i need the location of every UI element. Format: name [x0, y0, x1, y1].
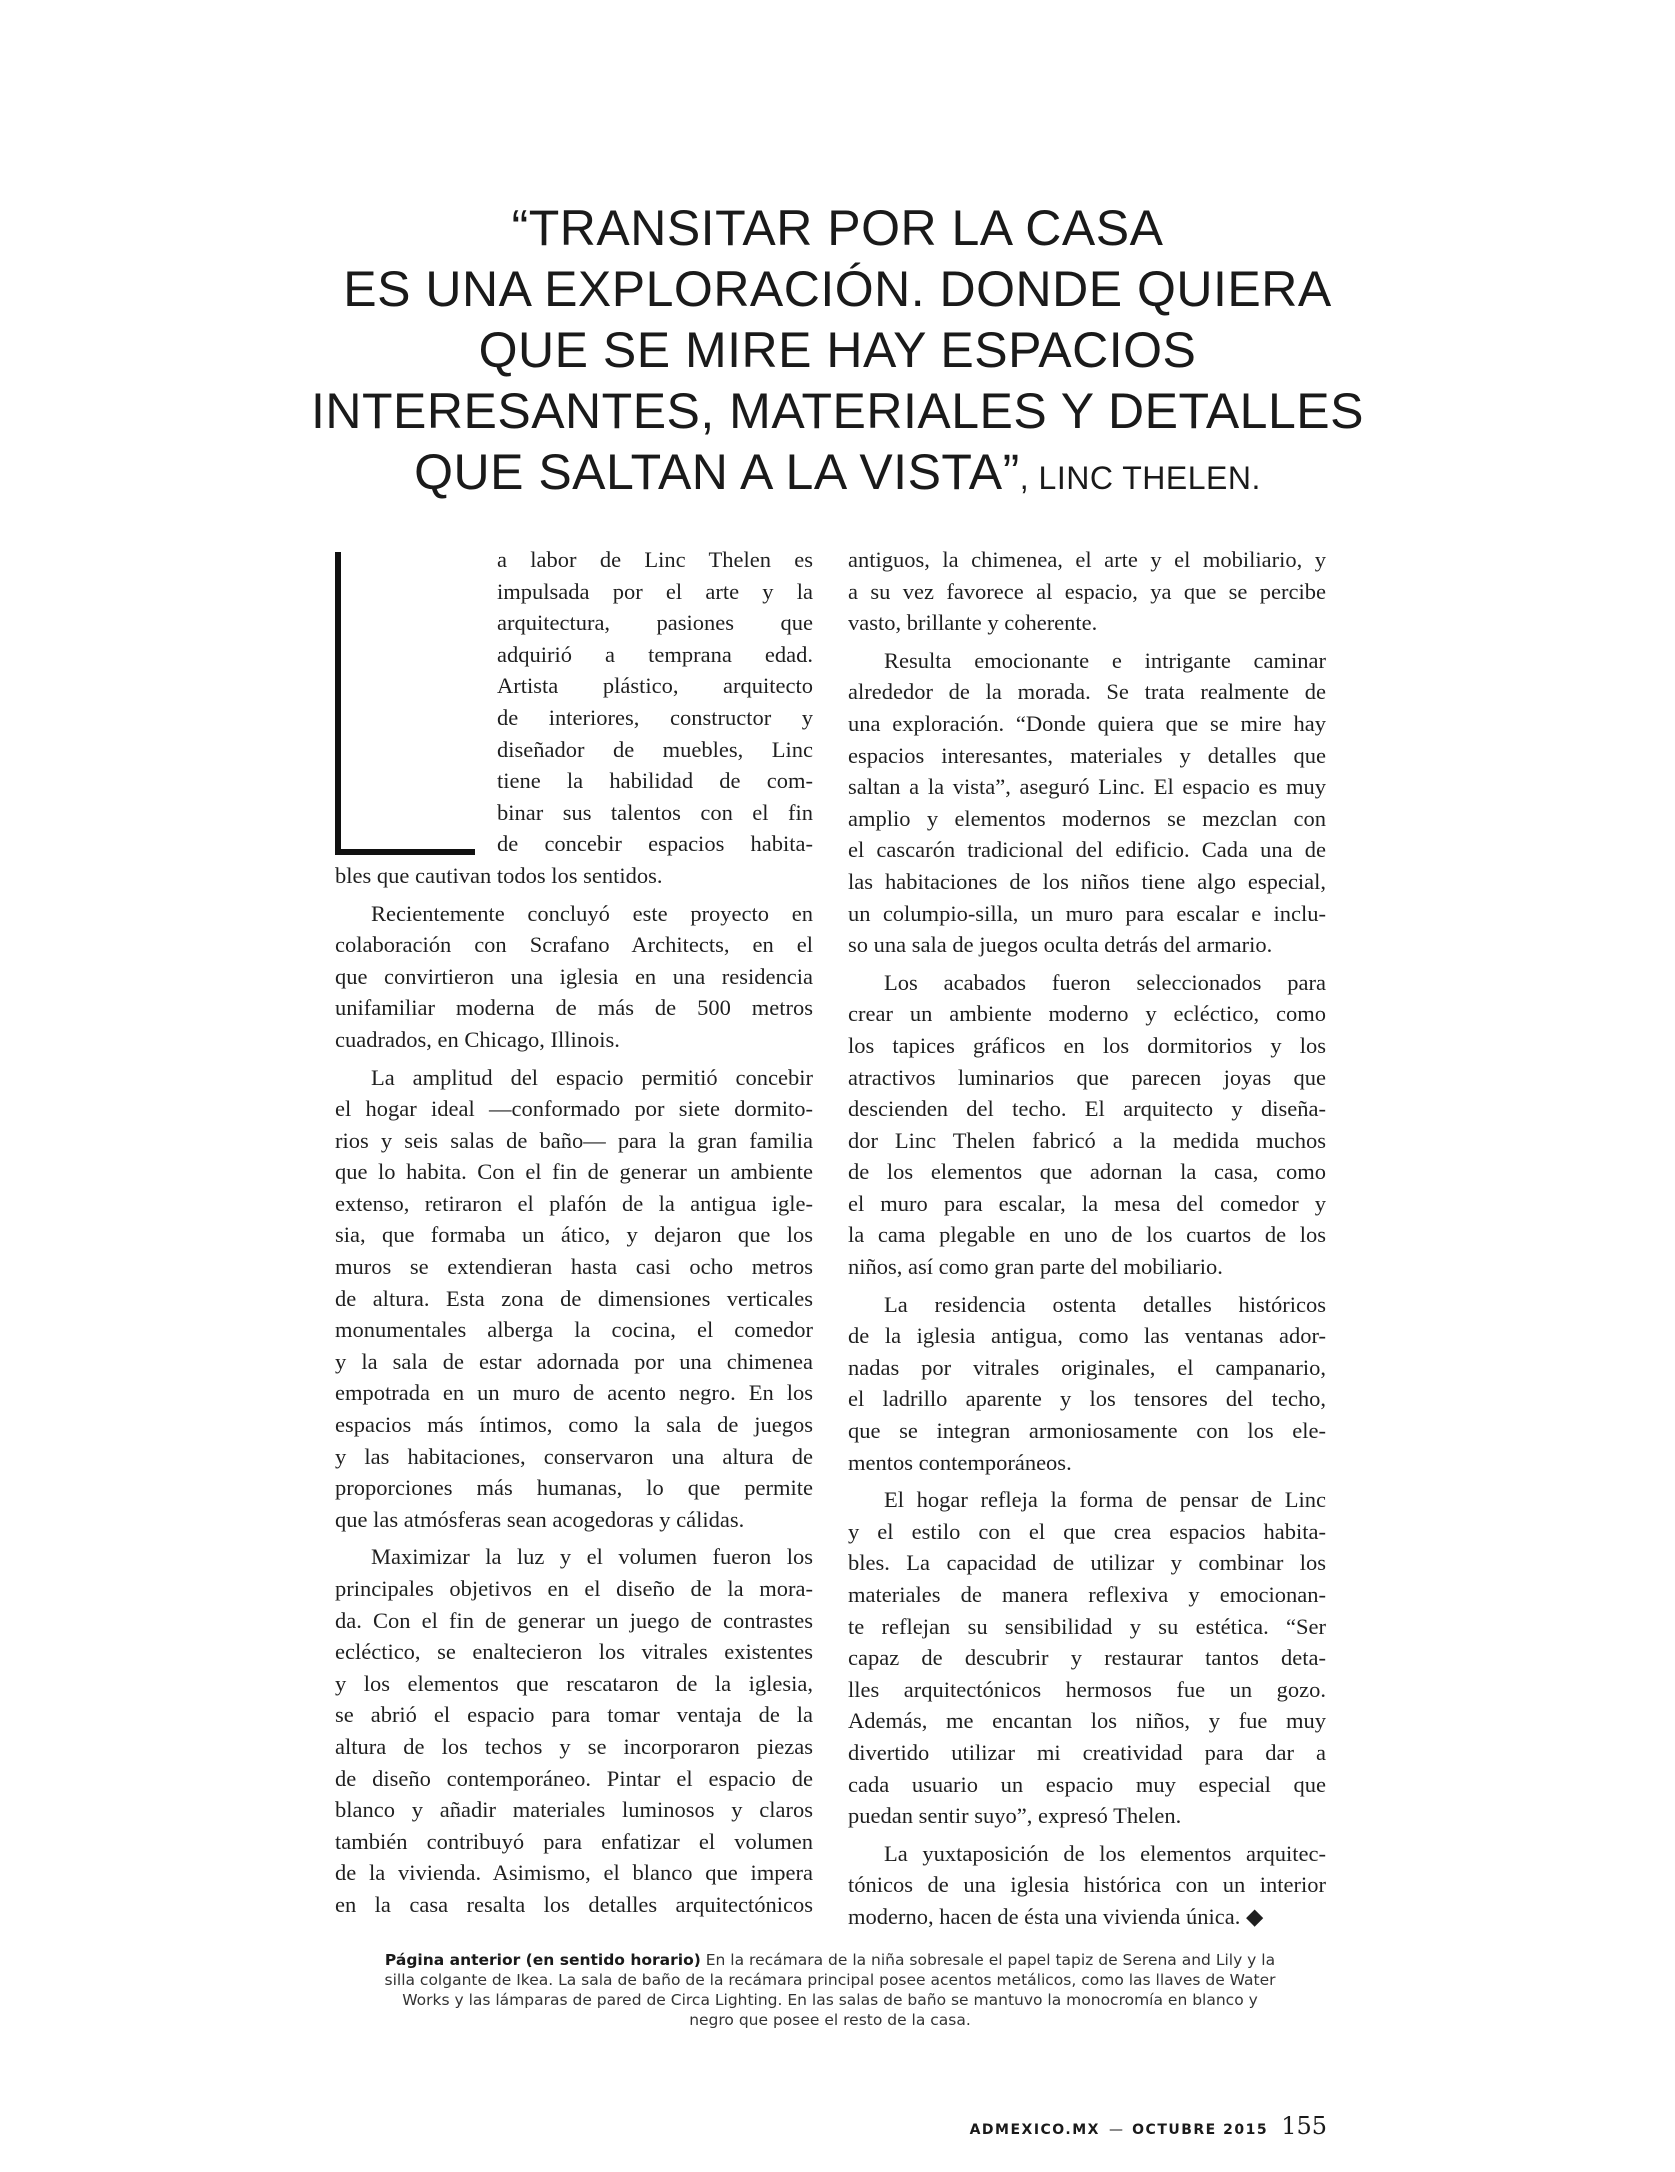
article-line: espacios interesantes, materiales y detalles que [848, 742, 1326, 768]
article-line: extenso, retiraron el plafón de la antigua igle- [335, 1190, 813, 1216]
pull-quote-line: ES UNA EXPLORACIÓN. DONDE QUIERA [343, 261, 1332, 317]
caption-text: En la recámara de la niña sobresale el papel tapiz de Serena and Lily y la [700, 1951, 1276, 1969]
article-line: impulsada por el arte y la [497, 578, 813, 604]
article-line: bles. La capacidad de utilizar y combinar los [848, 1550, 1326, 1576]
article-line: proporciones más humanas, lo que permite [335, 1475, 813, 1501]
article-line: una exploración. “Donde quiera que se mire hay [848, 710, 1326, 736]
article-line: monumentales alberga la cocina, el comedor [335, 1317, 813, 1343]
caption-line [335, 1950, 1325, 1970]
article-line: tónicos de una iglesia histórica con un interior [848, 1872, 1326, 1898]
article-line: el hogar ideal —conformado por siete dormito- [335, 1096, 813, 1122]
folio-site: ADMEXICO.MX [969, 2122, 1100, 2138]
pull-quote-line: INTERESANTES, MATERIALES Y DETALLES [311, 383, 1364, 439]
article-line: el muro para escalar, la mesa del comedor y [848, 1190, 1326, 1216]
article-line: La yuxtaposición de los elementos arquitec- [884, 1840, 1326, 1866]
article-line: cuadrados, en Chicago, Illinois. [335, 1026, 620, 1052]
article-line: moderno, hacen de ésta una vivienda única. ◆ [848, 1903, 1264, 1929]
article-line: diseñador de muebles, Linc [497, 736, 813, 762]
article-line: mentos contemporáneos. [848, 1449, 1072, 1475]
article-line: cada usuario un espacio muy especial que [848, 1771, 1326, 1797]
article-line: vasto, brillante y coherente. [848, 610, 1098, 636]
article-line: amplio y elementos modernos se mezclan con [848, 805, 1326, 831]
article-line: sia, que formaba un ático, y dejaron que los [335, 1222, 813, 1248]
article-line: a su vez favorece al espacio, ya que se percibe [848, 578, 1326, 604]
pull-quote-line: “TRANSITAR POR LA CASA [511, 200, 1164, 256]
photo-caption [335, 1950, 1325, 2030]
article-line: de los elementos que adornan la casa, como [848, 1159, 1326, 1185]
article-line: que lo habita. Con el fin de generar un ambiente [335, 1159, 813, 1185]
article-line: empotrada en un muro de acento negro. En los [335, 1380, 813, 1406]
article-line: unifamiliar moderna de más de 500 metros [335, 995, 813, 1021]
article-line: altura de los techos y se incorporaron piezas [335, 1733, 813, 1759]
article-line: que se integran armoniosamente con los ele- [848, 1418, 1326, 1444]
caption-line: negro que posee el resto de la casa. [689, 2011, 971, 2029]
article-line: atractivos luminarios que parecen joyas que [848, 1064, 1326, 1090]
article-line: Los acabados fueron seleccionados para [884, 969, 1326, 995]
article-line: nadas por vitrales originales, el campanario, [848, 1354, 1326, 1380]
article-line: que las atmósferas sean acogedoras y cálidas. [335, 1506, 745, 1532]
pull-quote-last-line [300, 442, 1375, 509]
article-line: colaboración con Scrafano Architects, en el [335, 932, 813, 958]
article-line: de la iglesia antigua, como las ventanas ador- [848, 1323, 1326, 1349]
folio-separator: — [1109, 2122, 1124, 2138]
article-line: se abrió el espacio para tomar ventaja de la [335, 1702, 813, 1728]
article-line: y el estilo con el que crea espacios habita- [848, 1518, 1326, 1544]
article-line: y la sala de estar adornada por una chimenea [335, 1348, 813, 1374]
article-line: a labor de Linc Thelen es [497, 547, 813, 572]
article-line: te reflejan su sensibilidad y su estética. “Ser [848, 1613, 1326, 1639]
article-line: tiene la habilidad de com- [497, 768, 813, 794]
article-line: bles que cautivan todos los sentidos. [335, 862, 663, 888]
article-line: blanco y añadir materiales luminosos y claros [335, 1797, 813, 1823]
article-line: los tapices gráficos en los dormitorios y los [848, 1032, 1326, 1058]
article-line: antiguos, la chimenea, el arte y el mobiliario, y [848, 547, 1326, 572]
article-line: que convirtieron una iglesia en una residencia [335, 963, 813, 989]
article-line: binar sus talentos con el fin [497, 799, 813, 825]
article-line: da. Con el fin de generar un juego de contrastes [335, 1607, 813, 1633]
article-line: rios y seis salas de baño— para la gran familia [335, 1127, 813, 1153]
article-line: Además, me encantan los niños, y fue muy [848, 1708, 1326, 1734]
pull-quote-line: QUE SE MIRE HAY ESPACIOS [478, 322, 1197, 378]
article-line: el ladrillo aparente y los tensores del techo, [848, 1386, 1326, 1412]
caption-line: silla colgante de Ikea. La sala de baño de la recámara principal posee acentos metálicos, como las llaves de Water [384, 1971, 1276, 1989]
article-line: en la casa resalta los detalles arquitectónicos [335, 1891, 813, 1917]
article-line: un columpio-silla, un muro para escalar e inclu- [848, 900, 1326, 926]
article-line: lles arquitectónicos hermosos fue un gozo. [848, 1676, 1326, 1702]
article-line: Maximizar la luz y el volumen fueron los [371, 1544, 813, 1570]
article-line: de interiores, constructor y [497, 704, 813, 730]
article-line: materiales de manera reflexiva y emocionan- [848, 1582, 1326, 1607]
article-line: La residencia ostenta detalles históricos [884, 1291, 1326, 1317]
article-line: crear un ambiente moderno y ecléctico, como [848, 1001, 1326, 1027]
article-line: niños, así como gran parte del mobiliario. [848, 1254, 1223, 1280]
article-line: dor Linc Thelen fabricó a la medida muchos [848, 1127, 1326, 1153]
article-line: y las habitaciones, conservaron una altura de [335, 1443, 813, 1469]
article-line: capaz de descubrir y restaurar tantos deta- [848, 1645, 1326, 1671]
article-line: muros se extendieran hasta casi ocho metros [335, 1254, 813, 1280]
article-line: principales objetivos en el diseño de la mora- [335, 1576, 813, 1601]
article-line: descienden del techo. El arquitecto y diseña- [848, 1096, 1326, 1122]
article-line: de la vivienda. Asimismo, el blanco que impera [335, 1860, 813, 1886]
article-line: divertido utilizar mi creatividad para dar a [848, 1739, 1326, 1765]
folio-date: OCTUBRE 2015 [1132, 2122, 1269, 2138]
article-column-left [335, 544, 813, 1921]
pull-quote-attribution: , LINC THELEN. [1019, 460, 1261, 496]
article-line: saltan a la vista”, aseguró Linc. El espacio es muy [848, 774, 1326, 800]
article-line: de altura. Esta zona de dimensiones verticales [335, 1285, 813, 1311]
page-number: 155 [1281, 2112, 1327, 2140]
article-line: también contribuyó para enfatizar el volumen [335, 1828, 813, 1854]
article-line: so una sala de juegos oculta detrás del armario. [848, 932, 1273, 958]
article-line: el cascarón tradicional del edificio. Cada una de [848, 837, 1326, 863]
article-line: espacios más íntimos, como la sala de juegos [335, 1412, 813, 1438]
article-line: la cama plegable en uno de los cuartos de los [848, 1222, 1326, 1248]
article-line: las habitaciones de los niños tiene algo especial, [848, 868, 1326, 894]
article-line: de concebir espacios habita- [497, 831, 813, 857]
pull-quote [300, 198, 1375, 509]
article-line: Artista plástico, arquitecto [497, 673, 813, 699]
article-line: puedan sentir suyo”, expresó Thelen. [848, 1803, 1182, 1829]
article-line: Recientemente concluyó este proyecto en [371, 900, 813, 926]
article-line: de diseño contemporáneo. Pintar el espacio de [335, 1765, 813, 1791]
article-line: El hogar refleja la forma de pensar de Linc [884, 1487, 1326, 1513]
article-line: adquirió a temprana edad. [497, 641, 813, 667]
pull-quote-line: QUE SALTAN A LA VISTA” [414, 444, 1020, 500]
article-line: y los elementos que rescataron de la iglesia, [335, 1670, 813, 1696]
caption-label: Página anterior (en sentido horario) [384, 1951, 701, 1969]
article-line: alrededor de la morada. Se trata realmente de [848, 679, 1326, 705]
page-folio [970, 2112, 1327, 2140]
article-column-right [848, 544, 1326, 1933]
article-line: ecléctico, se enaltecieron los vitrales existentes [335, 1639, 813, 1665]
article-line: La amplitud del espacio permitió concebir [371, 1064, 813, 1090]
article-line: arquitectura, pasiones que [497, 610, 813, 636]
caption-line: Works y las lámparas de pared de Circa Lighting. En las salas de baño se mantuvo la monocromía en blanco y [402, 1991, 1258, 2009]
article-line: Resulta emocionante e intrigante caminar [884, 647, 1326, 673]
